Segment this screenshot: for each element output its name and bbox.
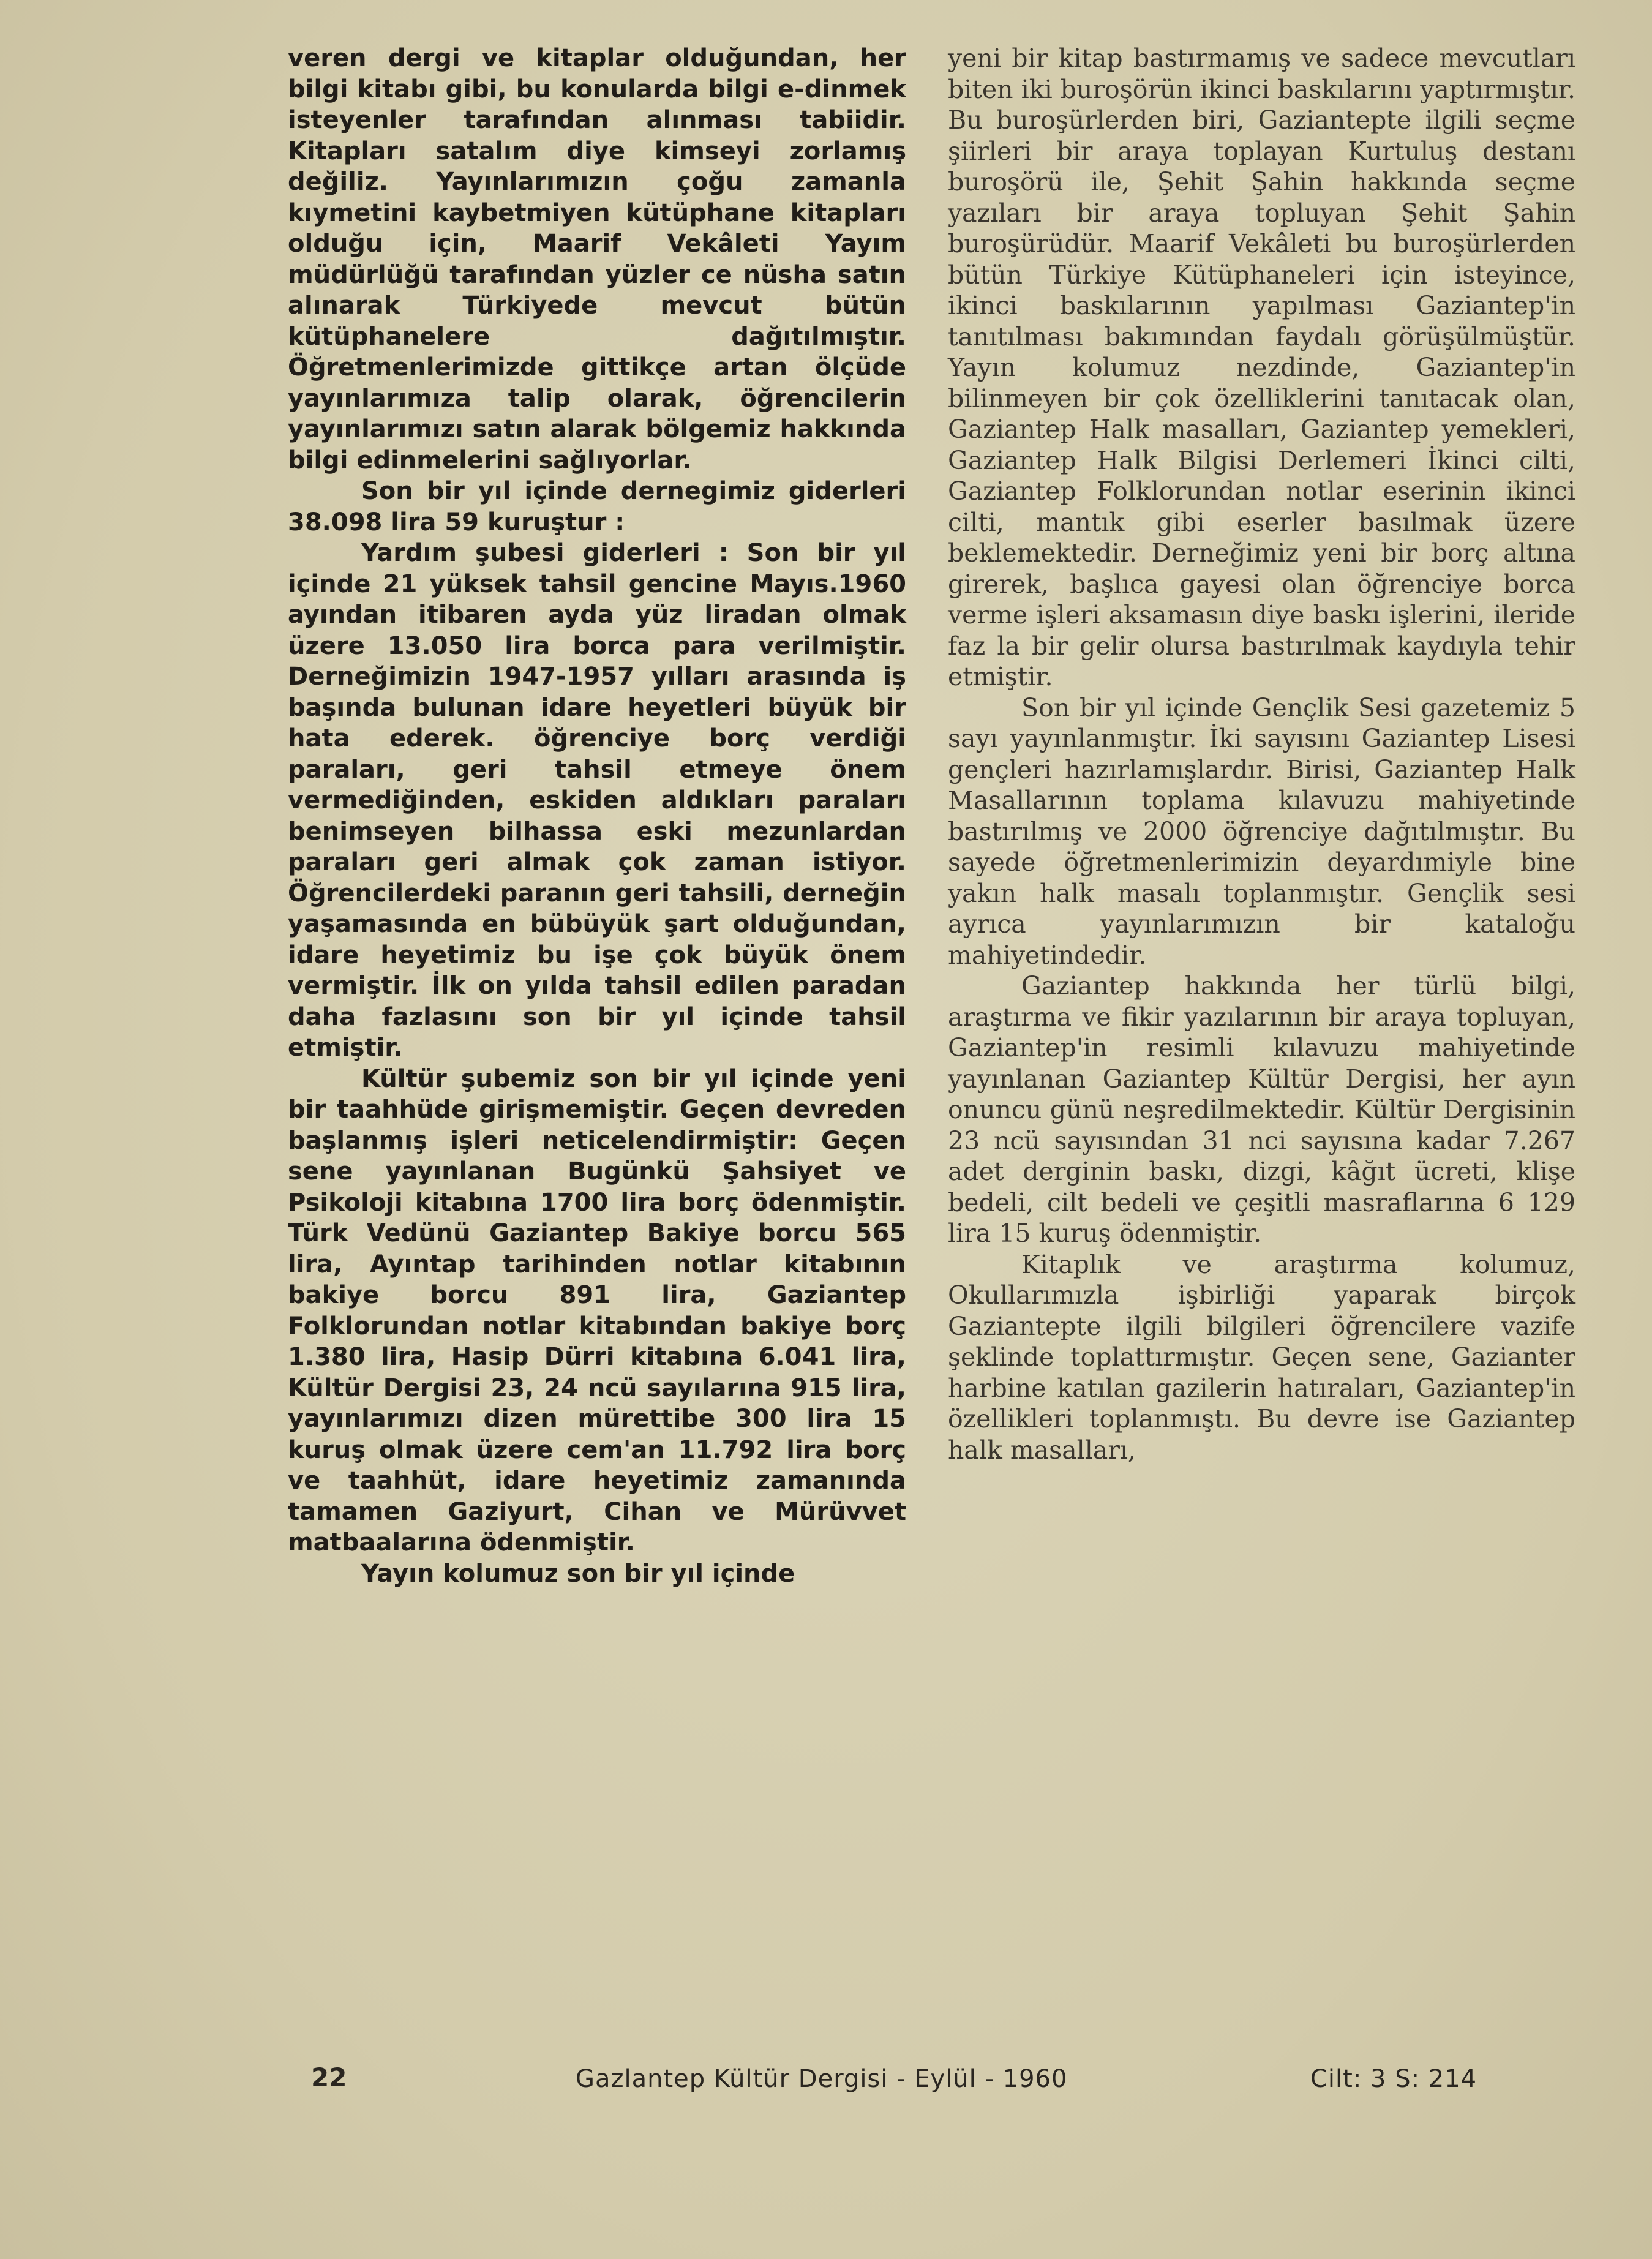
volume-issue: Cilt: 3 S: 214	[1310, 2065, 1477, 2093]
journal-title: Gazlantep Kültür Dergisi - Eylül - 1960	[576, 2065, 1068, 2093]
page-footer	[288, 2062, 1512, 2099]
right-paragraph-1: yeni bir kitap bastırmamış ve sadece mevcutları biten iki buroşörün ikinci baskılarını yaptırmıştır. Bu buroşürlerden biri, Gaziantepte ilgili seçme şiirleri bir araya toplayan Kurtuluş destanı buroşörü ile, Şehit Şahin hakkında seçme yazıları bir araya topluyan Şehit Şahin buroşürüdür. Maarif Vekâleti bu buroşürlerden bütün Türkiye Kütüphaneleri için isteyince, ikinci baskılarının yapılması Gaziantep'in tanıtılması bakımından faydalı görüşülmüştür. Yayın kolumuz nezdinde, Gaziantep'in bilinmeyen bir çok özelliklerini tanıtacak olan, Gaziantep Halk masalları, Gaziantep yemekleri, Gaziantep Halk Bilgisi Derlemeri İkinci cilti, Gaziantep Folklorundan notlar eserinin ikinci cilti, mantık gibi eserler basılmak üzere beklemektedir. Derneğimiz yeni bir borç altına girerek, başlıca gayesi olan öğrenciye borca verme işleri aksamasın diye baskı işlerini, ileride faz la bir gelir olursa bastırılmak kaydıyla tehir etmiştir.	[948, 43, 1575, 691]
left-paragraph-3: Yardım şubesi giderleri : Son bir yıl içinde 21 yüksek tahsil gencine Mayıs.1960 ayından itibaren ayda yüz liradan olmak üzere 13.050 lira borca para verilmiştir. Derneğimizin 1947-1957 yılları arasında iş başında bulunan idare heyetleri büyük bir hata ederek. öğrenciye borç verdiği paraları, geri tahsil etmeye önem vermediğinden, eskiden aldıkları paraları benimseyen bilhassa eski mezunlardan paraları geri almak çok zaman istiyor. Öğrencilerdeki paranın geri tahsili, derneğin yaşamasında en bübüyük şart olduğundan, idare heyetimiz bu işe çok büyük önem vermiştir. İlk on yılda tahsil edilen paradan daha fazlasını son bir yıl içinde tahsil etmiştir.	[288, 539, 906, 1062]
right-paragraph-4: Kitaplık ve araştırma kolumuz, Okullarımızla işbirliği yaparak birçok Gaziantepte ilgili bilgileri öğrencilere vazife şeklinde toplattırmıştır. Geçen sene, Gazianter harbine katılan gazilerin hatıraları, Gaziantep'in özellikleri toplanmıştı. Bu devre ise Gaziantep halk masalları,	[948, 1249, 1575, 1465]
left-paragraph-5: Yayın kolumuz son bir yıl içinde	[361, 1559, 795, 1588]
left-paragraph-2: Son bir yıl içinde dernegimiz giderleri 38.098 lira 59 kuruştur :	[288, 477, 906, 536]
left-paragraph-4: Kültür şubemiz son bir yıl içinde yeni bir taahhüde girişmemiştir. Geçen devreden başlanmış işleri neticelendirmiştir: Geçen sene yayınlanan Bugünkü Şahsiyet ve Psikoloji kitabına 1700 lira borç ödenmiştir. Türk Vedünü Gaziantep Bakiye borcu 565 lira, Ayıntap tarihinden notlar kitabının bakiye borcu 891 lira, Gaziantep Folklorundan notlar kitabından bakiye borç 1.380 lira, Hasip Dürri kitabına 6.041 lira, Kültür Dergisi 23, 24 ncü sayılarına 915 lira, yayınlarımızı dizen mürettibe 300 lira 15 kuruş olmak üzere cem'an 11.792 lira borç ve taahhüt, idare heyetimiz zamanında tamamen Gaziyurt, Cihan ve Mürüvvet matbaalarına ödenmiştir.	[288, 1064, 906, 1557]
left-column	[288, 43, 906, 1589]
left-paragraph-1: veren dergi ve kitaplar olduğundan, her bilgi kitabı gibi, bu konularda bilgi e-dinmek isteyenler tarafından alınması tabiidir. Kitapları satalım diye kimseyi zorlamış değiliz. Yayınlarımızın çoğu zamanla kıymetini kaybetmiyen kütüphane kitapları olduğu için, Maarif Vekâleti Yayım müdürlüğü tarafından yüzler ce nüsha satın alınarak Türkiyede mevcut bütün kütüphanelere dağıtılmıştır. Öğretmenlerimizde gittikçe artan ölçüde yayınlarımıza talip olarak, öğrencilerin yayınlarımızı satın alarak bölgemiz hakkında bilgi edinmelerini sağlıyorlar.	[288, 44, 906, 475]
page-number: 22	[311, 2062, 347, 2092]
right-paragraph-3: Gaziantep hakkında her türlü bilgi, araştırma ve fikir yazılarının bir araya topluyan, Gaziantep'in resimli kılavuzu mahiyetinde yayınlanan Gaziantep Kültür Dergisi, her ayın onuncu günü neşredilmektedir. Kültür Dergisinin 23 ncü sayısından 31 nci sayısına kadar 7.267 adet derginin baskı, dizgi, kâğıt ücreti, klişe bedeli, cilt bedeli ve çeşitli masraflarına 6 129 lira 15 kuruş ödenmiştir.	[948, 971, 1575, 1248]
right-paragraph-2: Son bir yıl içinde Gençlik Sesi gazetemiz 5 sayı yayınlanmıştır. İki sayısını Gaziantep Lisesi gençleri hazırlamışlardır. Birisi, Gaziantep Halk Masallarının toplama kılavuzu mahiyetinde bastırılmış ve 2000 öğrenciye dağıtılmıştır. Bu sayede öğretmenlerimizin deyardımiyle bine yakın halk masalı toplanmıştır. Gençlik sesi ayrıca yayınlarımızın bir kataloğu mahiyetindedir.	[948, 693, 1575, 970]
right-column	[948, 43, 1575, 1465]
